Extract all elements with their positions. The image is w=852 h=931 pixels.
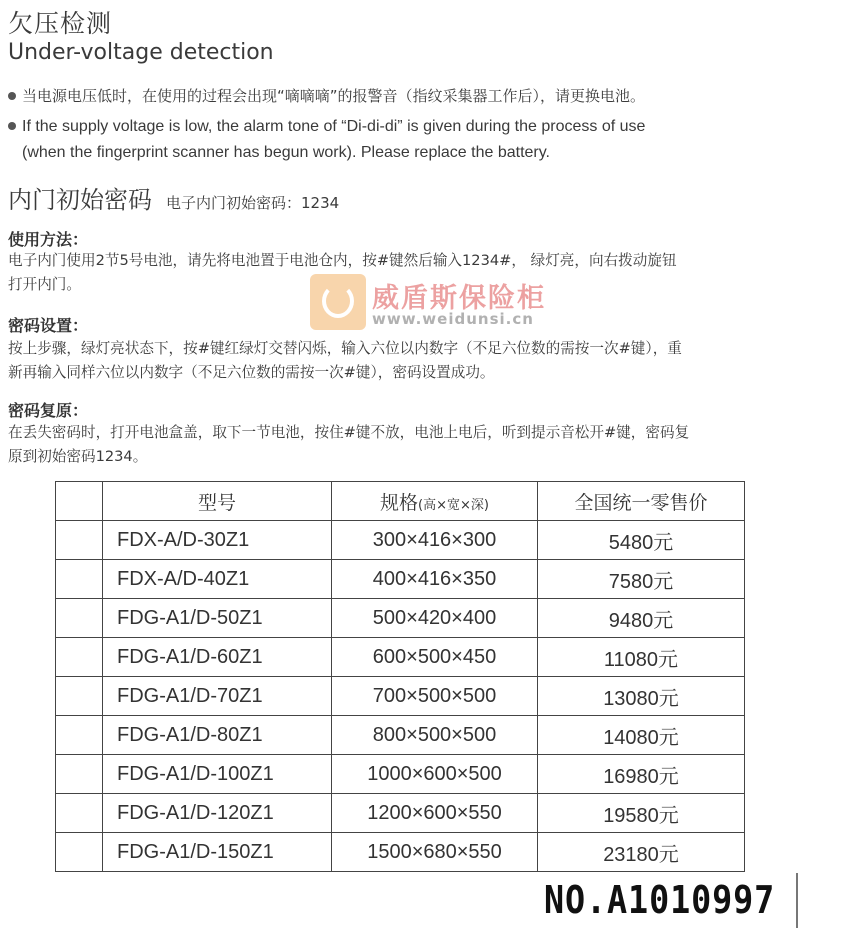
setting-line-1: 按上步骤，绿灯亮状态下，按#键红绿灯交替闪烁，输入六位以内数字（不足六位数的需按一次#键），重 [8,340,682,357]
bullet-dot-icon [8,122,16,130]
size-cell: 600×500×450 [332,638,538,677]
row-blank-cell [56,521,103,560]
row-blank-cell [56,638,103,677]
bullet-dot-icon [8,92,16,100]
header-blank-cell [56,482,103,521]
size-cell: 800×500×500 [332,716,538,755]
price-cell: 5480元 [538,521,745,560]
price-cell: 13080元 [538,677,745,716]
usage-title: 使用方法： [8,230,89,249]
reset-line-1: 在丢失密码时，打开电池盒盖，取下一节电池，按住#键不放，电池上电后，听到提示音松开#键，密码复 [8,424,690,441]
size-cell: 500×420×400 [332,599,538,638]
row-blank-cell [56,560,103,599]
price-cell: 11080元 [538,638,745,677]
row-blank-cell [56,755,103,794]
table-row [56,560,745,599]
watermark-url: www.weidunsi.cn [372,310,534,328]
table-row [56,599,745,638]
price-cell: 16980元 [538,755,745,794]
model-cell: FDG-A1/D-100Z1 [103,755,332,794]
undervoltage-title-cn: 欠压检测 [8,9,113,38]
price-cell: 19580元 [538,794,745,833]
reset-line-2: 原到初始密码1234。 [8,448,148,465]
header-size-label: 规格 [380,491,419,514]
table-row [56,833,745,872]
table-row [56,755,745,794]
setting-title: 密码设置： [8,316,89,335]
header-price: 全国统一零售价 [538,482,745,521]
model-cell: FDG-A1/D-50Z1 [103,599,332,638]
reset-text [8,421,798,469]
model-cell: FDG-A1/D-70Z1 [103,677,332,716]
serial-number: NO.A1010997 [544,878,776,922]
reset-title: 密码复原： [8,401,89,420]
bullet-en-line1: If the supply voltage is low, the alarm tone of “Di-di-di” is given during the process of use [22,118,646,135]
shield-logo-icon [310,274,366,330]
divider [796,873,798,928]
table-header-row [56,482,745,521]
table-row [56,677,745,716]
size-cell: 400×416×350 [332,560,538,599]
price-cell: 9480元 [538,599,745,638]
model-cell: FDG-A1/D-80Z1 [103,716,332,755]
model-cell: FDG-A1/D-120Z1 [103,794,332,833]
setting-text [8,337,798,385]
bullet-cn-text: 当电源电压低时，在使用的过程会出现“嘀嘀嘀”的报警音（指纹采集器工作后），请更换电池。 [22,87,646,105]
row-blank-cell [56,677,103,716]
undervoltage-title-en: Under-voltage detection [8,40,274,65]
header-size-unit: (高×宽×深) [418,497,489,513]
table-row [56,638,745,677]
model-cell: FDX-A/D-40Z1 [103,560,332,599]
watermark [310,274,580,334]
usage-line-2: 打开内门。 [8,276,81,293]
model-cell: FDG-A1/D-60Z1 [103,638,332,677]
size-cell: 700×500×500 [332,677,538,716]
inner-door-password-heading [8,180,339,215]
row-blank-cell [56,716,103,755]
inner-door-title: 内门初始密码 [8,186,152,214]
table-row [56,521,745,560]
undervoltage-bullet-en [8,118,645,136]
price-cell: 14080元 [538,716,745,755]
usage-line-1: 电子内门使用2节5号电池，请先将电池置于电池仓内，按#键然后输入1234#， 绿灯亮，向右拨动旋钮 [8,252,677,269]
setting-line-2: 新再输入同样六位以内数字（不足六位数的需按一次#键），密码设置成功。 [8,364,495,381]
size-cell: 1200×600×550 [332,794,538,833]
model-cell: FDX-A/D-30Z1 [103,521,332,560]
size-cell: 1000×600×500 [332,755,538,794]
watermark-name: 威盾斯保险柜 [372,283,546,314]
price-table [55,481,745,872]
inner-door-subtitle: 电子内门初始密码：1234 [166,194,340,212]
header-size [332,482,538,521]
row-blank-cell [56,794,103,833]
header-model: 型号 [103,482,332,521]
table-row [56,716,745,755]
model-cell: FDG-A1/D-150Z1 [103,833,332,872]
size-cell: 300×416×300 [332,521,538,560]
price-cell: 23180元 [538,833,745,872]
undervoltage-bullet-cn [8,85,645,106]
bullet-en-line2: (when the fingerprint scanner has begun work). Please replace the battery. [22,144,550,161]
price-cell: 7580元 [538,560,745,599]
row-blank-cell [56,599,103,638]
size-cell: 1500×680×550 [332,833,538,872]
table-row [56,794,745,833]
row-blank-cell [56,833,103,872]
